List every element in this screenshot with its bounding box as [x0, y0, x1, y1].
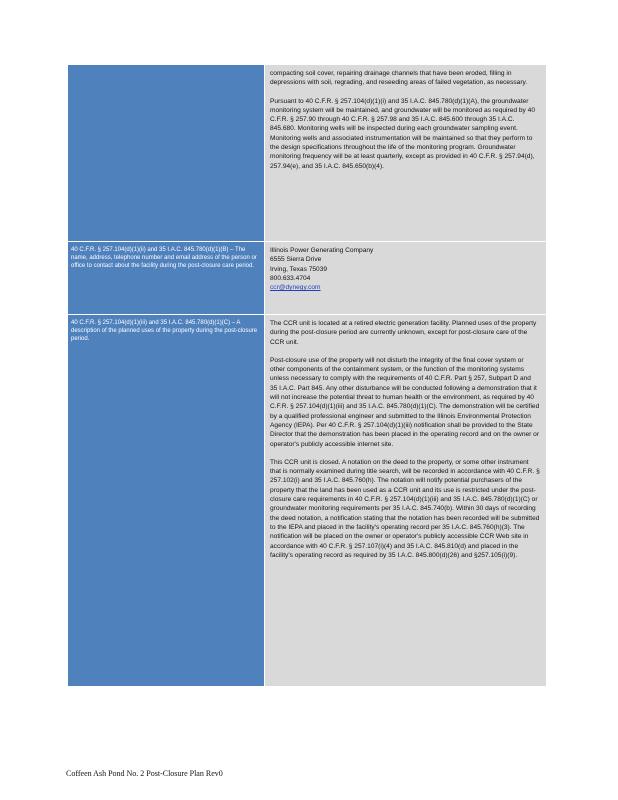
contact-name: Illinois Power Generating Company	[270, 247, 374, 254]
description-cell	[265, 65, 546, 241]
contact-street: 6555 Sierra Drive	[270, 256, 322, 264]
table-row	[68, 64, 546, 241]
requirement-cell: 40 C.F.R. § 257.104(d)(1)(iii) and 35 I.A.C. 845.780(d)(1)(C) – A description of the planned uses of the property during the post-closure period.	[68, 315, 265, 686]
contact-cell	[265, 242, 546, 314]
paragraph: Post-closure use of the property will not disturb the integrity of the final cover system or other components of the containment system, or the function of the monitoring systems unless necessary to comply with the requirements of 40 C.F.R. Part § 257, Subpart D and 35 I.A.C. Part 845. Any other disturbance will be conducted following a demonstration that it will not increase the potential threat to human health or the environment, as required by 40 C.F.R. § 257.104(d)(1)(iii) and 35 I.A.C. 845.780(d)(1)(C). The demonstration will be certified by a qualified professional engineer and submitted to the Illinois Environmental Protection Agency (IEPA). Per 40 C.F.R. § 257.104(d)(1)(iii) notification shall be provided to the State Director that the demonstration has been placed in the operating record and on the owner or operator's publicly accessible internet site.	[270, 356, 540, 448]
table-row	[68, 241, 546, 314]
contact-email-link[interactable]: ccr@dynegy.com	[270, 284, 321, 292]
table-row	[68, 314, 546, 686]
contact-phone: 800.633.4704	[270, 274, 311, 282]
paragraph: The CCR unit is located at a retired electric generation facility. Planned uses of the property during the post-closure period are currently unknown, except for post-closure care of the CCR unit.	[270, 320, 537, 346]
contact-city: Irving, Texas 75039	[270, 265, 328, 273]
description-cell	[265, 315, 546, 686]
paragraph: Pursuant to 40 C.F.R. § 257.104(d)(1)(i) and 35 I.A.C. 845.780(d)(1)(A), the groundwater monitoring system will be maintained, and groundwater will be monitored as required by 40 C.F.R. § 257.90 through 40 C.F.R. § 257.98 and 35 I.A.C. 845.600 through 35 I.A.C. 845.680. Monitoring wells will be inspected during each groundwater sampling event. Monitoring wells and associated instrumentation will be maintained so that they perform to the design specifications throughout the life of the monitoring program. Groundwater monitoring frequency will be at least quarterly, except as provided in 40 C.F.R. § 257.94(d), 257.94(e), and 35 I.A.C. 845.650(b)(4).	[270, 97, 535, 170]
page-footer: Coffeen Ash Pond No. 2 Post-Closure Plan Rev0	[66, 769, 223, 778]
paragraph: This CCR unit is closed. A notation on the deed to the property, or some other instrument that is normally examined during title search, will be recorded in accordance with 40 C.F.R. § 257.102(i) and 35 I.A.C. 845.760(h). The notation will notify potential purchasers of the property that the land has been used as a CCR unit and its use is restricted under the post-closure care requirements in 40 C.F.R. § 257.104(d)(1)(iii) and 35 I.A.C. 845.780(d)(1)(C) or groundwater monitoring requirements per 35 I.A.C. 845.740(b). Within 30 days of recording the deed notation, a notification stating that the notation has been recorded will be submitted to the IEPA and placed in the facility's operating record per 35 I.A.C. 845.760(h)(3). The notification will be placed on the owner or operator's publicly accessible CCR Web site in accordance with 40 C.F.R. § 257.107(i)(4) and 35 I.A.C. 845.810(d) and placed in the facility's operating record as required by 35 I.A.C. 845.800(d)(26) and §257.105(i)(9).	[270, 458, 540, 559]
requirement-cell: 40 C.F.R. § 257.104(d)(1)(ii) and 35 I.A.C. 845.780(d)(1)(B) – The name, address, telephone number and email address of the person or office to contact about the facility during the post-closure care period.	[68, 242, 265, 314]
requirement-cell	[68, 65, 265, 241]
paragraph: compacting soil cover, repairing drainage channels that have been eroded, filling in depressions with soil, regrading, and reseeding areas of failed vegetation, as necessary.	[270, 70, 528, 87]
requirements-table	[68, 64, 546, 686]
